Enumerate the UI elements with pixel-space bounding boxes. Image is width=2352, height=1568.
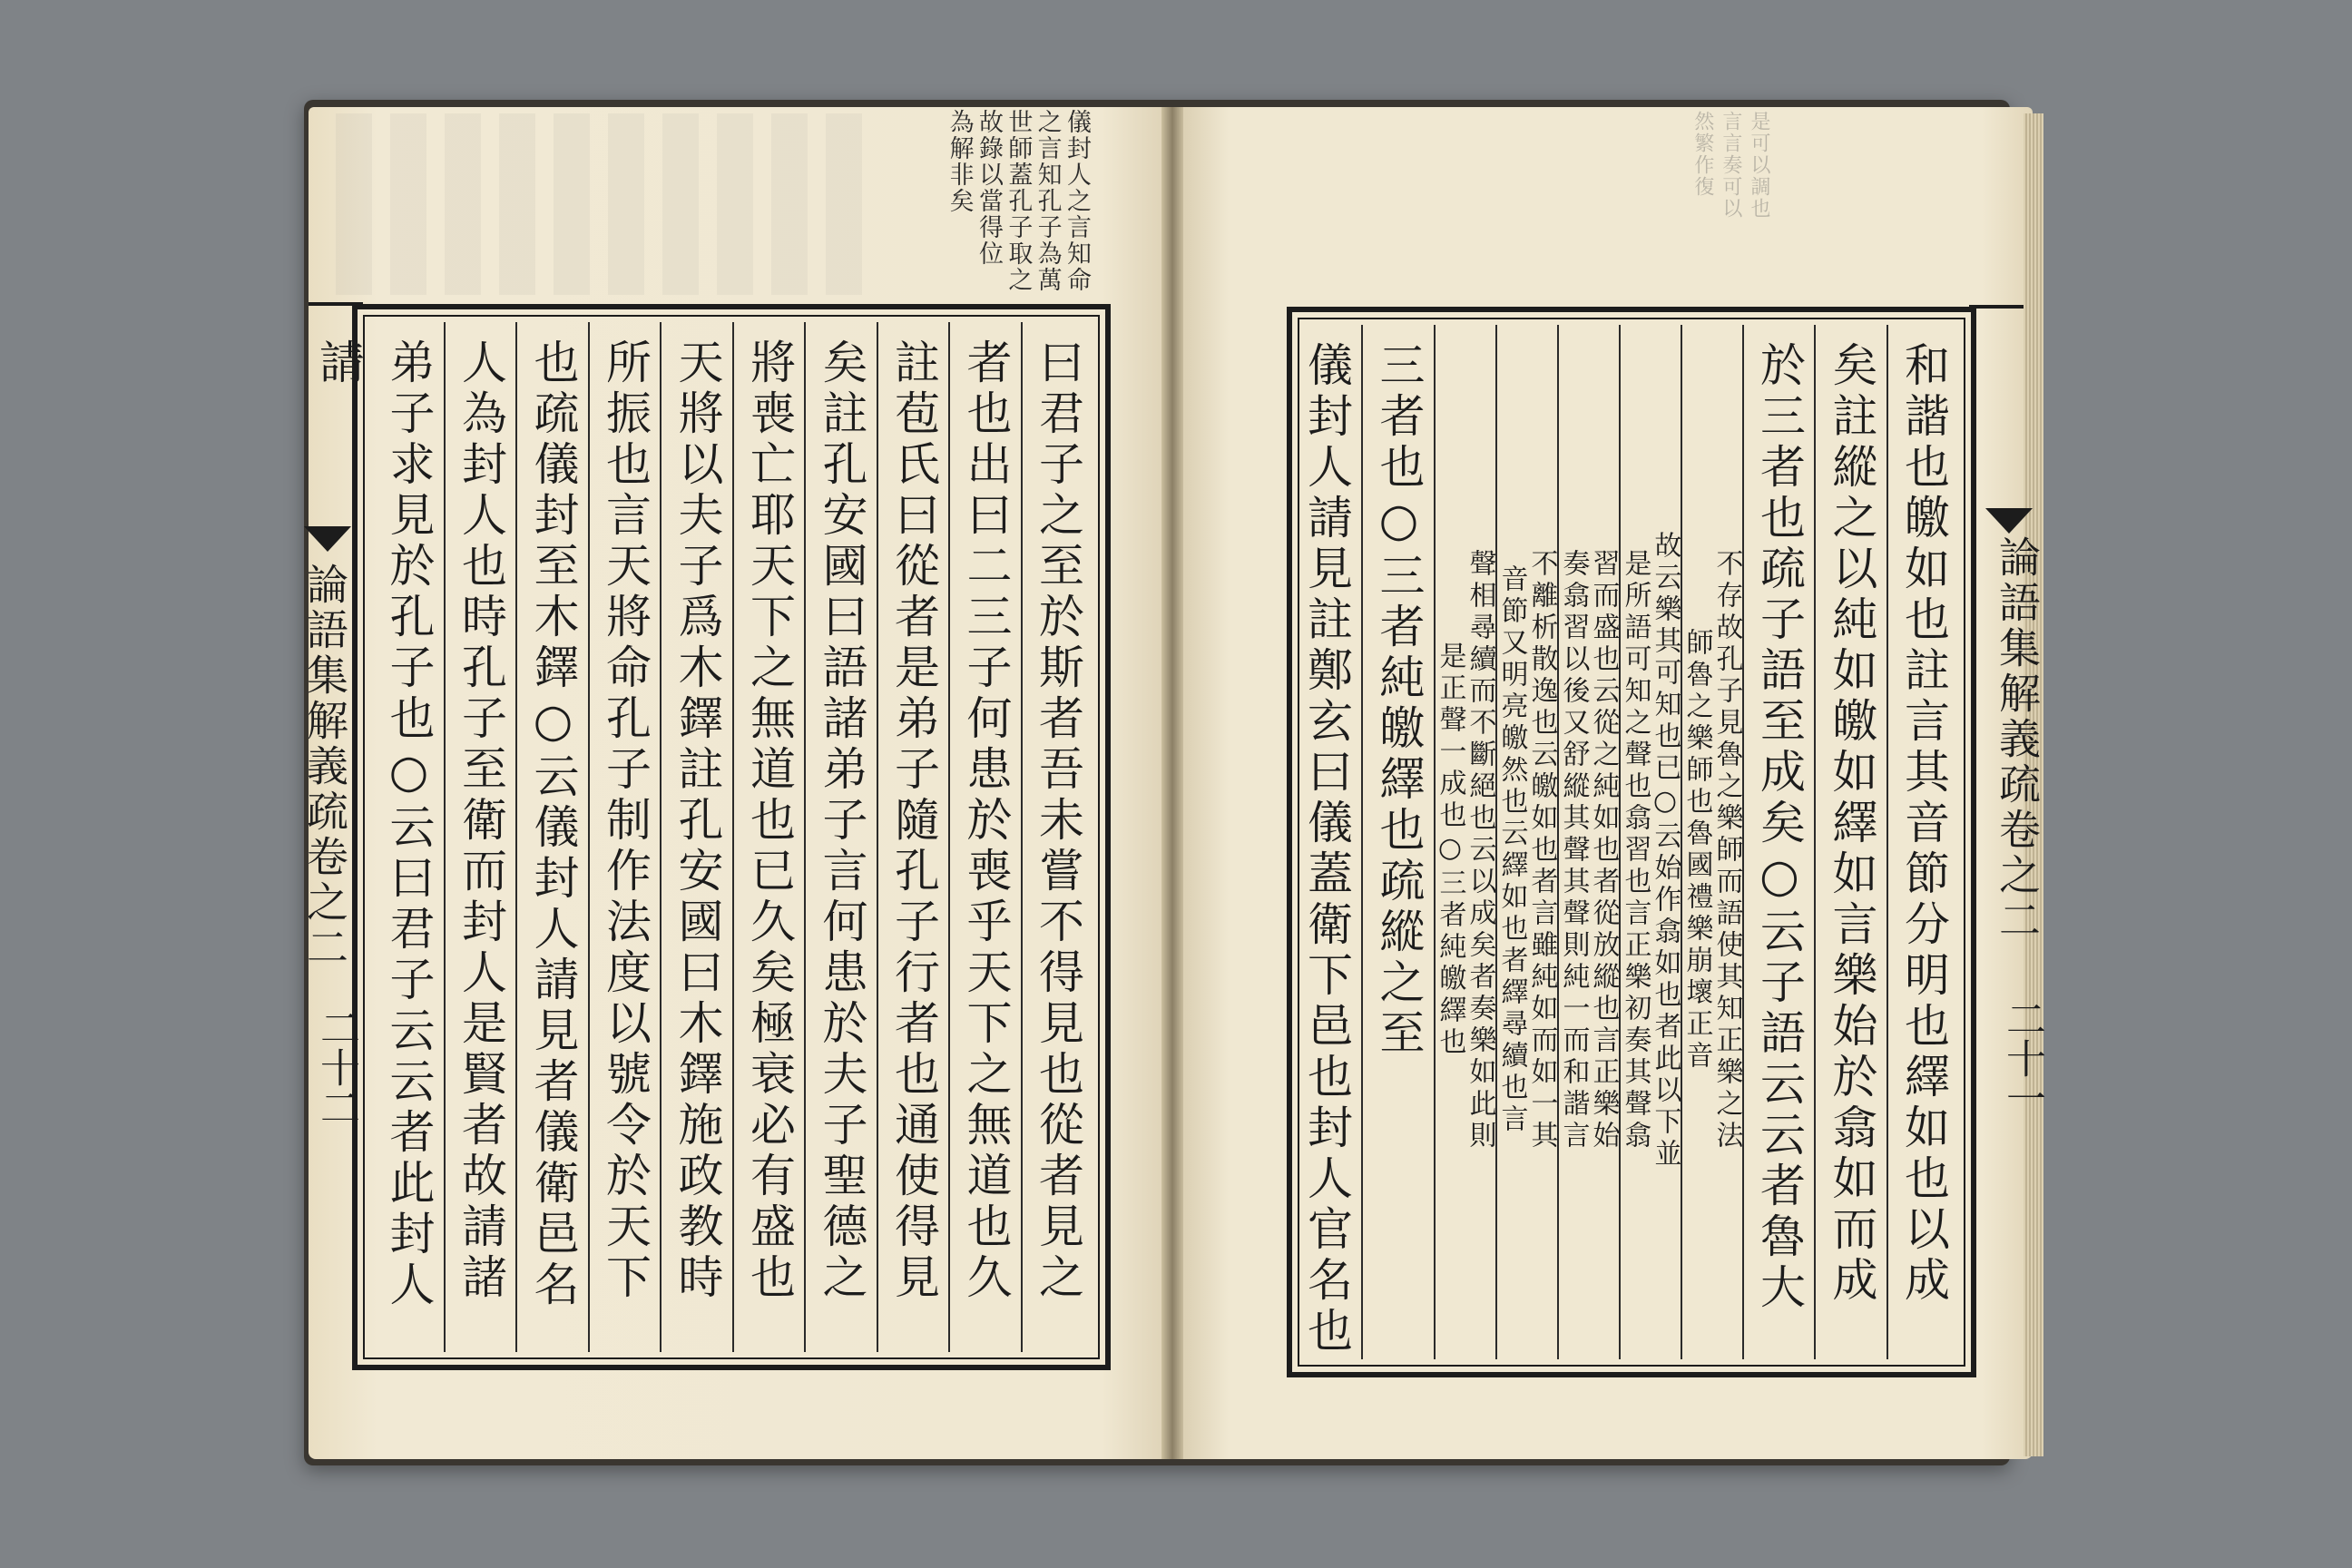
text-column (1495, 325, 1557, 1359)
text-column: 和諧也皦如也註言其音節分明也繹如也以成 (1886, 325, 1959, 1359)
text-column (1619, 325, 1681, 1359)
text-column: 者也出曰二三子何患於喪乎天下之無道也久 (948, 322, 1021, 1352)
text-column: 將喪亡耶天下之無道也已久矣極衰必有盛也 (732, 322, 805, 1352)
left-margin-note (876, 109, 1089, 318)
right-folio-number: 二十一 (1999, 998, 2045, 1118)
left-folio-number: 二十二 (313, 1007, 359, 1127)
commentary-subline: 不離析散逸也云皦如也者言雖純如而如一其 (1525, 548, 1558, 1152)
text-column: 矣註孔安國曰語諸弟子言何患於夫子聖德之 (804, 322, 877, 1352)
book-gutter (1161, 107, 1183, 1459)
ghost-note-line: 是可以調也 (1748, 111, 1770, 220)
margin-note-line: 之言知孔子為萬 (1033, 109, 1062, 293)
commentary-subline: 音節又明亮皦然也云繹如也者繹尋續也言 (1495, 564, 1528, 1136)
commentary-subline: 聲相尋續而不斷絕也云以成矣者奏樂如此則 (1464, 548, 1496, 1152)
right-text-frame (1287, 307, 1976, 1377)
right-header-rule (1969, 305, 2024, 309)
left-gutter-title: 論語集解義疏卷之二 (300, 563, 349, 971)
margin-note-line: 世師蓋孔子取之 (1004, 109, 1033, 293)
text-column: 天將以夫子爲木鐸註孔安國曰木鐸施政教時 (660, 322, 732, 1352)
text-column (1681, 325, 1742, 1359)
text-column: 儀封人請見註鄭玄曰儀蓋衛下邑也封人官名也 (1300, 341, 1353, 1357)
show-through-text (327, 113, 862, 295)
commentary-subline: 是正聲一成也○三者純皦繹也 (1434, 642, 1466, 1059)
text-column: 也疏儀封至木鐸○云儀封人請見者儀衛邑名 (515, 322, 588, 1352)
ghost-note-line: 然繁作復 (1690, 111, 1714, 198)
right-text-columns (1300, 325, 1958, 1359)
right-gutter-title: 論語集解義疏卷之二 (1993, 535, 2042, 944)
right-fishtail-mark (1985, 508, 2033, 534)
commentary-subline: 不存故孔子見魯之樂師而語使其知正樂之法 (1710, 548, 1743, 1152)
text-column: 弟子求見於孔子也○云曰君子云云者此封人請 (312, 338, 436, 1311)
text-column: 曰君子之至於斯者吾未嘗不得見也從者見之 (1021, 322, 1093, 1352)
commentary-subline: 奏翕習以後又舒縱其聲其聲則純一而和諧言 (1557, 548, 1590, 1152)
text-column: 於三者也疏子語至成矣○云子語云云者魯大 (1742, 325, 1815, 1359)
text-column: 人為封人也時孔子至衛而封人是賢者故請諸 (444, 322, 516, 1352)
right-margin-ghost-note (1615, 111, 1769, 274)
margin-note-line: 儀封人之言知命 (1063, 109, 1091, 293)
text-column: 所振也言天將命孔子制作法度以號令於天下 (588, 322, 661, 1352)
text-column: 矣註縱之以純如皦如繹如言樂始於翕如而成 (1814, 325, 1886, 1359)
commentary-subline: 師魯之樂師也魯國禮樂崩壞正音 (1681, 628, 1713, 1073)
text-column (1557, 325, 1619, 1359)
ghost-note-line: 言言奏可以 (1719, 111, 1742, 220)
text-column (1434, 325, 1495, 1359)
margin-note-line: 故錄以當得位 (974, 109, 1003, 267)
text-column: 三者也○三者純皦繹也疏縱之至 (1361, 325, 1434, 1359)
text-column: 註苞氏曰從者是弟子隨孔子行者也通使得見 (877, 322, 949, 1352)
commentary-subline: 是所語可知之聲也翕習也言正樂初奏其聲翕 (1619, 548, 1651, 1152)
margin-note-line: 為解非矣 (945, 109, 974, 214)
commentary-subline: 故云樂其可知也已○云始作翕如也者此以下並 (1649, 530, 1681, 1171)
commentary-subline: 習而盛也云從之純如也者從放縱也言正樂始 (1587, 548, 1620, 1152)
